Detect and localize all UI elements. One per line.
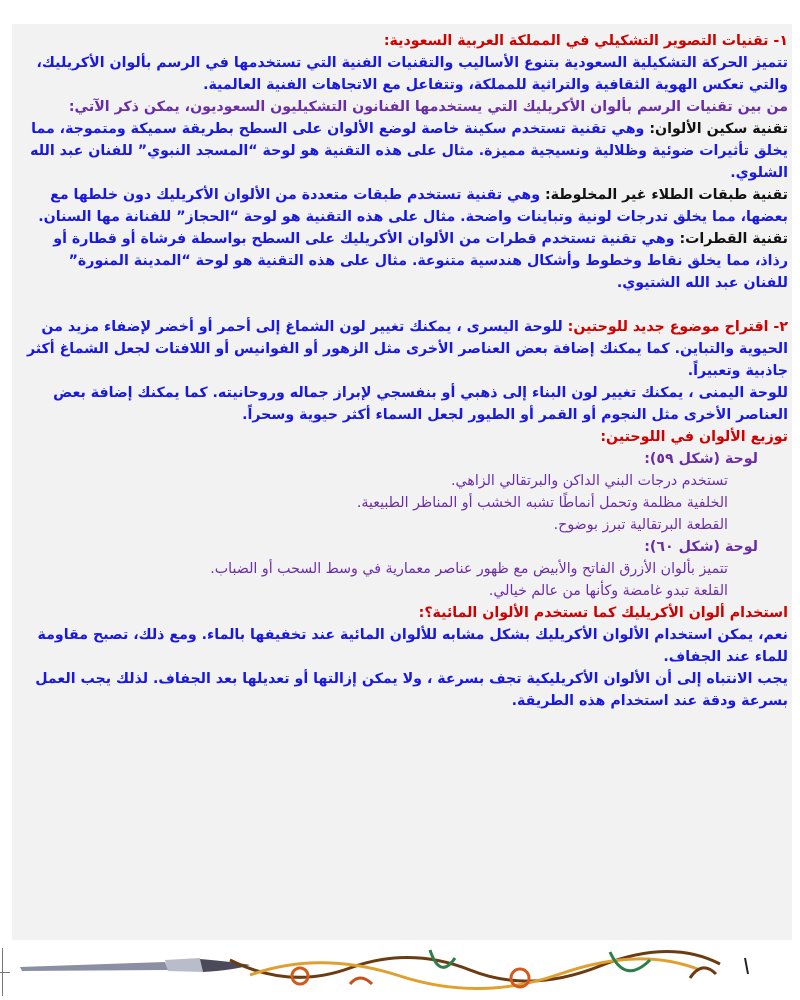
paragraph-list-intro: من بين تقنيات الرسم بألوان الأكريليك التي يستخدمها الفنانون التشكيليون السعوديون، يمكن ذكر الآتي: xyxy=(68,99,788,115)
suggestion-left-painting xyxy=(20,316,788,382)
technique-term: تقنية سكين الألوان: xyxy=(649,121,788,137)
technique-description: وهي تقنية تستخدم سكينة خاصة لوضع الألوان على السطح بطريقة سميكة ومتموجة، مما يخلق تأثيرات ضوئية وظلالية ونسيجية مميزة. مثال على هذه التقنية هو لوحة “المسجد النبوي” للفنان عبد الله الشلوي. xyxy=(30,121,788,181)
decorative-footer-art xyxy=(0,940,800,1000)
technique-description: وهي تقنية تستخدم طبقات متعددة من الألوان الأكريليك دون خلطها مع بعضها، مما يخلق تدرجات لونية وتباينات واضحة. مثال على هذه التقنية هو لوحة “الحجاز” للفنانة مها السنان. xyxy=(38,187,788,225)
painting-59-item: القطعة البرتقالية تبرز بوضوح. xyxy=(553,517,728,533)
painting-60-item: القلعة تبدو غامضة وكأنها من عالم خيالي. xyxy=(488,583,728,599)
technique-term: تقنية القطرات: xyxy=(679,231,788,247)
paragraph-acrylic-drying: يجب الانتباه إلى أن الألوان الأكريليكية تجف بسرعة ، ولا يمكن إزالتها أو تعديلها بعد الجفاف. لذلك يجب العمل بسرعة ودقة عند استخدام هذه الطريقة. xyxy=(35,671,788,709)
technique-drops xyxy=(20,228,788,294)
document-content xyxy=(20,30,788,712)
heading-acrylic-as-watercolor: استخدام ألوان الأكريليك كما تستخدم الألوان المائية؟: xyxy=(418,605,788,621)
painting-60-label: لوحة (شكل ٦٠): xyxy=(644,539,758,555)
technique-unmixed-layers xyxy=(20,184,788,228)
technique-palette-knife xyxy=(20,118,788,184)
spacer xyxy=(20,294,788,316)
heading-color-distribution: توزيع الألوان في اللوحتين: xyxy=(600,429,788,445)
technique-description: وهي تقنية تستخدم قطرات من الألوان الأكريليك على السطح بواسطة فرشاة أو قطارة أو رذاذ، مما يخلق نقاط وخطوط وأشكال هندسية متنوعة. مثال على هذه التقنية هو لوحة “المدينة المنورة” للفنان عبد الله الشتيوي. xyxy=(53,231,788,291)
technique-term: تقنية طبقات الطلاء غير المخلوطة: xyxy=(544,187,788,203)
painting-59-item: الخلفية مظلمة وتحمل أنماطًا تشبه الخشب أو المناظر الطبيعية. xyxy=(356,495,728,511)
suggestion-heading: ٢- اقتراح موضوع جديد للوحتين: xyxy=(567,319,788,335)
heading-techniques: ١- تقنيات التصوير التشكيلي في المملكة العربية السعودية: xyxy=(383,33,788,49)
painting-59-item: تستخدم درجات البني الداكن والبرتقالي الزاهي. xyxy=(451,473,728,489)
paragraph-intro: تتميز الحركة التشكيلية السعودية بتنوع الأساليب والتقنيات الفنية التي تستخدمها في الرسم بألوان الأكريليك، والتي تعكس الهوية الثقافية والتراثية للمملكة، وتتفاعل مع الاتجاهات الفنية العالمية. xyxy=(36,55,788,93)
paragraph-acrylic-dilution: نعم، يمكن استخدام الألوان الأكريليك بشكل مشابه للألوان المائية عند تخفيفها بالماء. ومع ذلك، تصبح مقاومة للماء عند الجفاف. xyxy=(37,627,788,665)
crop-mark xyxy=(0,972,10,973)
painting-60-item: تتميز بألوان الأزرق الفاتح والأبيض مع ظهور عناصر معمارية في وسط السحب أو الضباب. xyxy=(210,561,728,577)
suggestion-right-painting: للوحة اليمنى ، يمكنك تغيير لون البناء إلى ذهبي أو بنفسجي لإبراز جماله وروحانيته. كما يمكنك إضافة بعض العناصر الأخرى مثل النجوم أو القمر أو الطيور لجعل السماء أكثر حيوية وسحراً. xyxy=(53,385,788,423)
suggestion-text: للوحة اليسرى ، يمكنك تغيير لون الشماغ إلى أحمر أو أخضر لإضفاء مزيد من الحيوية والتباين. كما يمكنك إضافة بعض العناصر الأخرى مثل الزهور أو الفوانيس أو اللافتات لجعل الشماغ أكثر جاذبية وتعبيراً. xyxy=(26,319,788,379)
painting-59-label: لوحة (شكل ٥٩): xyxy=(644,451,758,467)
